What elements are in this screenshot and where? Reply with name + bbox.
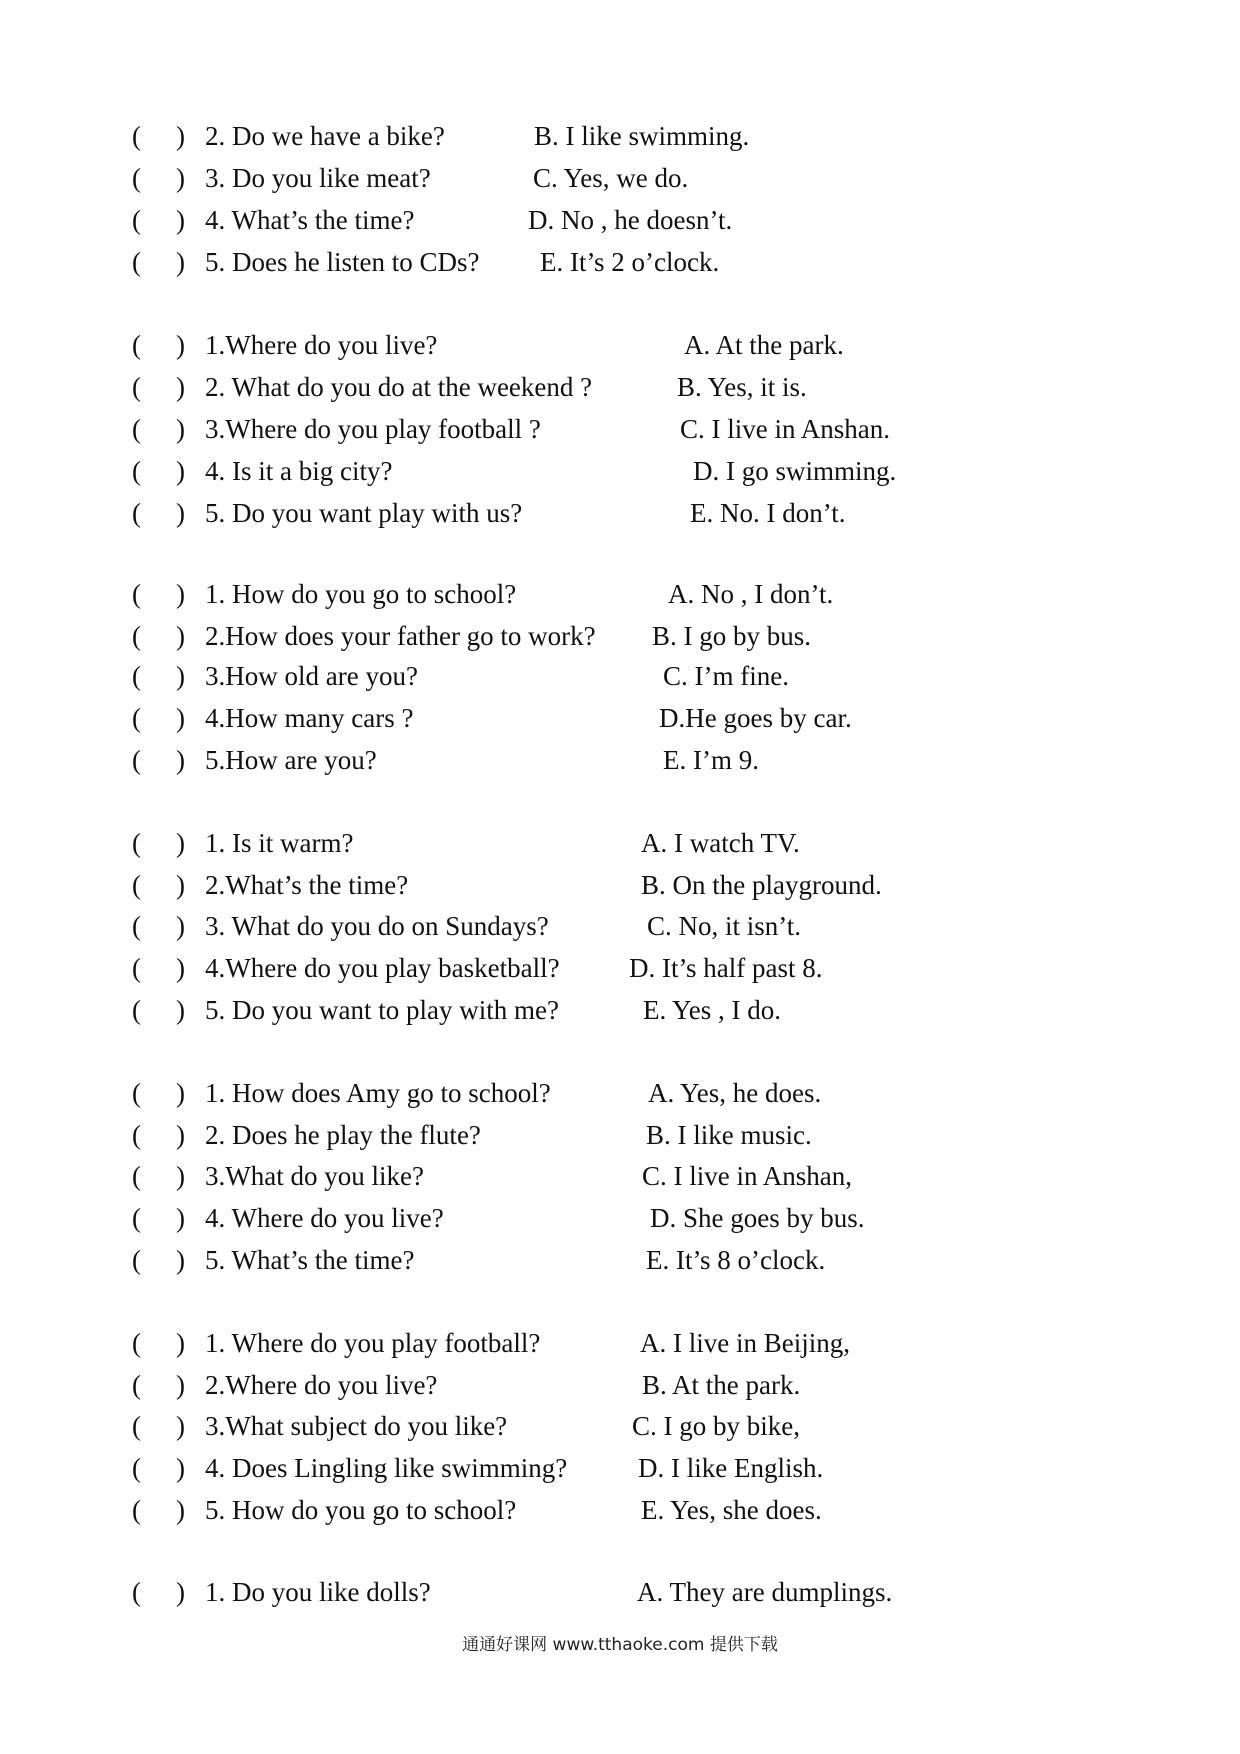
answer-bracket-close: ) (176, 1453, 185, 1483)
answer-option: E. Yes , I do. (643, 995, 782, 1025)
answer-option: B. At the park. (642, 1370, 801, 1400)
question-row (0, 495, 1240, 531)
answer-option: D. No , he doesn’t. (528, 205, 733, 235)
answer-option: A. No , I don’t. (668, 579, 834, 609)
question-text: 1.Where do you live? (205, 330, 438, 360)
question-text: 2. What do you do at the weekend ? (205, 372, 593, 402)
question-row (0, 700, 1240, 736)
answer-option: A. I live in Beijing, (640, 1328, 850, 1358)
question-text: 1. Where do you play football? (205, 1328, 541, 1358)
answer-bracket-close: ) (176, 911, 185, 941)
question-text: 2.What’s the time? (205, 870, 409, 900)
question-row (0, 618, 1240, 654)
answer-bracket-close: ) (176, 1577, 185, 1607)
answer-bracket-close: ) (176, 1411, 185, 1441)
question-text: 1. How does Amy go to school? (205, 1078, 551, 1108)
question-text: 5.How are you? (205, 745, 377, 775)
answer-bracket-open[interactable]: ( (132, 1245, 141, 1275)
question-text: 5. How do you go to school? (205, 1495, 517, 1525)
answer-bracket-close: ) (176, 330, 185, 360)
footer-credit: 通通好课网 www.tthaoke.com 提供下载 (462, 1635, 778, 1655)
answer-bracket-open[interactable]: ( (132, 745, 141, 775)
question-row (0, 1450, 1240, 1486)
answer-bracket-close: ) (176, 498, 185, 528)
answer-bracket-open[interactable]: ( (132, 911, 141, 941)
question-text: 3. Do you like meat? (205, 163, 431, 193)
answer-option: D. I go swimming. (693, 456, 897, 486)
answer-option: B. I go by bus. (652, 621, 812, 651)
answer-bracket-close: ) (176, 995, 185, 1025)
question-row (0, 244, 1240, 280)
answer-bracket-close: ) (176, 372, 185, 402)
question-text: 1. How do you go to school? (205, 579, 517, 609)
answer-option: C. Yes, we do. (533, 163, 689, 193)
question-row (0, 867, 1240, 903)
answer-bracket-close: ) (176, 1161, 185, 1191)
question-row (0, 908, 1240, 944)
answer-bracket-close: ) (176, 579, 185, 609)
answer-bracket-open[interactable]: ( (132, 1328, 141, 1358)
answer-bracket-close: ) (176, 247, 185, 277)
answer-bracket-open[interactable]: ( (132, 579, 141, 609)
answer-bracket-close: ) (176, 1078, 185, 1108)
answer-option: E. Yes, she does. (641, 1495, 822, 1525)
question-row (0, 327, 1240, 363)
answer-bracket-open[interactable]: ( (132, 1078, 141, 1108)
question-text: 4. Where do you live? (205, 1203, 444, 1233)
answer-option: D. She goes by bus. (650, 1203, 865, 1233)
question-text: 2. Do we have a bike? (205, 121, 445, 151)
question-row (0, 825, 1240, 861)
question-text: 4. What’s the time? (205, 205, 415, 235)
answer-bracket-open[interactable]: ( (132, 1577, 141, 1607)
question-row (0, 118, 1240, 154)
answer-option: D.He goes by car. (659, 703, 852, 733)
question-text: 3. What do you do on Sundays? (205, 911, 549, 941)
question-row (0, 1075, 1240, 1111)
question-text: 3.What do you like? (205, 1161, 424, 1191)
question-text: 3.What subject do you like? (205, 1411, 508, 1441)
question-row (0, 411, 1240, 447)
answer-bracket-close: ) (176, 414, 185, 444)
answer-bracket-open[interactable]: ( (132, 456, 141, 486)
question-text: 2.Where do you live? (205, 1370, 438, 1400)
question-row (0, 202, 1240, 238)
answer-bracket-open[interactable]: ( (132, 661, 141, 691)
answer-option: D. It’s half past 8. (629, 953, 823, 983)
answer-bracket-close: ) (176, 953, 185, 983)
question-row (0, 1492, 1240, 1528)
question-row (0, 1158, 1240, 1194)
question-row (0, 576, 1240, 612)
question-row (0, 1242, 1240, 1278)
question-text: 5. Do you want play with us? (205, 498, 523, 528)
answer-bracket-open[interactable]: ( (132, 1120, 141, 1150)
answer-bracket-open[interactable]: ( (132, 1370, 141, 1400)
question-row (0, 453, 1240, 489)
answer-bracket-open[interactable]: ( (132, 121, 141, 151)
question-text: 3.Where do you play football ? (205, 414, 541, 444)
answer-option: B. On the playground. (641, 870, 882, 900)
question-text: 4. Does Lingling like swimming? (205, 1453, 568, 1483)
answer-bracket-close: ) (176, 745, 185, 775)
answer-option: E. It’s 8 o’clock. (646, 1245, 826, 1275)
answer-bracket-close: ) (176, 1120, 185, 1150)
question-text: 3.How old are you? (205, 661, 418, 691)
question-text: 4.How many cars ? (205, 703, 414, 733)
answer-option: D. I like English. (638, 1453, 824, 1483)
answer-bracket-open[interactable]: ( (132, 372, 141, 402)
answer-bracket-open[interactable]: ( (132, 414, 141, 444)
answer-option: A. Yes, he does. (648, 1078, 822, 1108)
answer-bracket-close: ) (176, 1328, 185, 1358)
answer-option: E. I’m 9. (663, 745, 759, 775)
answer-bracket-open[interactable]: ( (132, 1161, 141, 1191)
question-row (0, 369, 1240, 405)
answer-bracket-open[interactable]: ( (132, 1495, 141, 1525)
answer-bracket-close: ) (176, 1245, 185, 1275)
question-row (0, 950, 1240, 986)
answer-bracket-open[interactable]: ( (132, 498, 141, 528)
question-text: 4. Is it a big city? (205, 456, 393, 486)
answer-bracket-close: ) (176, 870, 185, 900)
answer-option: A. I watch TV. (641, 828, 800, 858)
answer-option: A. They are dumplings. (637, 1577, 893, 1607)
question-row (0, 658, 1240, 694)
answer-bracket-open[interactable]: ( (132, 828, 141, 858)
question-row (0, 1325, 1240, 1361)
answer-bracket-open[interactable]: ( (132, 163, 141, 193)
answer-bracket-open[interactable]: ( (132, 247, 141, 277)
answer-option: B. Yes, it is. (677, 372, 807, 402)
answer-bracket-close: ) (176, 621, 185, 651)
answer-option: C. I go by bike, (632, 1411, 800, 1441)
question-row (0, 992, 1240, 1028)
answer-option: A. At the park. (684, 330, 844, 360)
answer-bracket-close: ) (176, 121, 185, 151)
answer-bracket-open[interactable]: ( (132, 1453, 141, 1483)
answer-bracket-close: ) (176, 456, 185, 486)
answer-bracket-close: ) (176, 205, 185, 235)
answer-option: E. No. I don’t. (690, 498, 846, 528)
answer-bracket-close: ) (176, 703, 185, 733)
answer-option: C. I’m fine. (663, 661, 789, 691)
answer-bracket-open[interactable]: ( (132, 995, 141, 1025)
answer-bracket-open[interactable]: ( (132, 870, 141, 900)
answer-bracket-close: ) (176, 163, 185, 193)
question-row (0, 1117, 1240, 1153)
question-text: 2.How does your father go to work? (205, 621, 596, 651)
answer-bracket-open[interactable]: ( (132, 1203, 141, 1233)
question-row (0, 160, 1240, 196)
answer-bracket-close: ) (176, 828, 185, 858)
answer-bracket-close: ) (176, 661, 185, 691)
answer-bracket-close: ) (176, 1203, 185, 1233)
question-text: 1. Is it warm? (205, 828, 354, 858)
answer-bracket-open[interactable]: ( (132, 953, 141, 983)
question-text: 1. Do you like dolls? (205, 1577, 431, 1607)
answer-bracket-open[interactable]: ( (132, 205, 141, 235)
answer-option: B. I like swimming. (534, 121, 750, 151)
question-row (0, 1574, 1240, 1610)
question-text: 2. Does he play the flute? (205, 1120, 481, 1150)
answer-option: C. I live in Anshan. (680, 414, 890, 444)
answer-bracket-open[interactable]: ( (132, 1411, 141, 1441)
answer-bracket-close: ) (176, 1495, 185, 1525)
answer-bracket-close: ) (176, 1370, 185, 1400)
question-row (0, 742, 1240, 778)
question-row (0, 1367, 1240, 1403)
question-text: 4.Where do you play basketball? (205, 953, 560, 983)
answer-bracket-open[interactable]: ( (132, 330, 141, 360)
question-text: 5. Do you want to play with me? (205, 995, 559, 1025)
answer-option: B. I like music. (646, 1120, 812, 1150)
question-row (0, 1200, 1240, 1236)
answer-bracket-open[interactable]: ( (132, 703, 141, 733)
answer-option: C. I live in Anshan, (642, 1161, 852, 1191)
answer-option: E. It’s 2 o’clock. (540, 247, 720, 277)
question-text: 5. Does he listen to CDs? (205, 247, 480, 277)
answer-option: C. No, it isn’t. (647, 911, 802, 941)
question-text: 5. What’s the time? (205, 1245, 415, 1275)
question-row (0, 1408, 1240, 1444)
answer-bracket-open[interactable]: ( (132, 621, 141, 651)
